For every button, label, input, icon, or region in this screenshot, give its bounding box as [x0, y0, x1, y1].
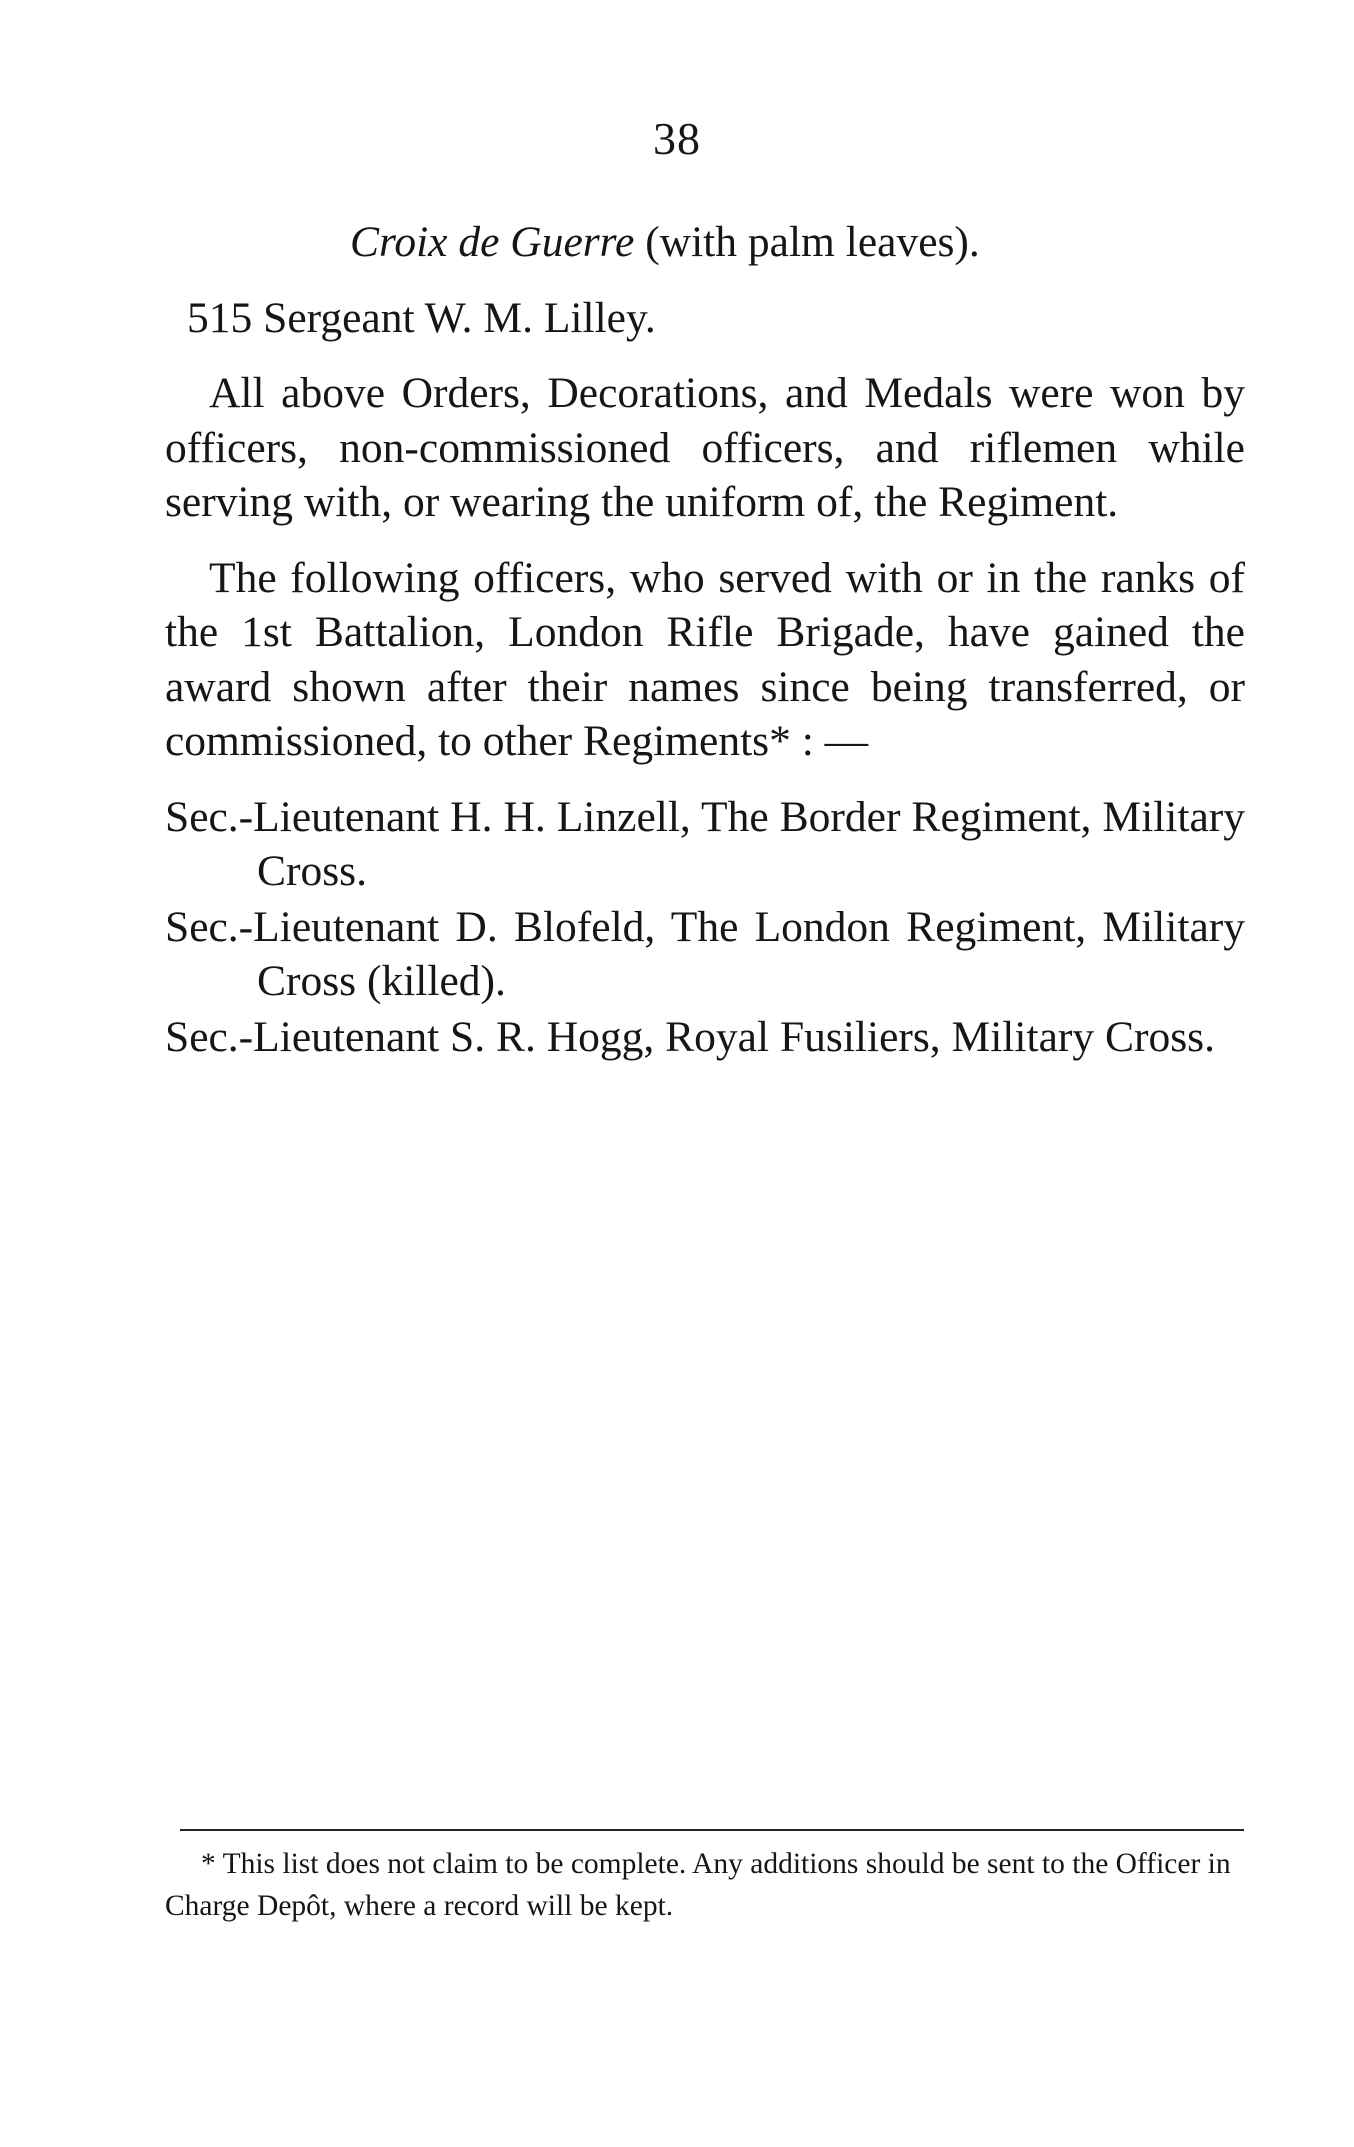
footnote	[165, 1843, 1265, 1927]
award-recipient: 515 Sergeant W. M. Lilley.	[187, 293, 656, 342]
award-name: Croix de Guerre	[350, 218, 635, 266]
footnote-divider	[180, 1829, 1244, 1831]
page-number: 38	[653, 113, 701, 164]
paragraph-orders-decorations: All above Orders, Decorations, and Medals were won by officers, non-commissioned officers, and riflemen while serving with, or wearing the uniform of, the Regiment.	[165, 369, 1245, 526]
page-body	[165, 215, 1245, 1065]
paragraph-transferred-officers: The following officers, who served with or in the ranks of the 1st Battalion, London Rifle Brigade, have gained the award shown after their names since being transferred, or commissioned, to other Regiments* : —	[165, 553, 1245, 765]
officer-entry-linzell: Sec.-Lieutenant H. H. Linzell, The Border Regiment, Military Cross.	[165, 792, 1245, 895]
officer-entry-hogg: Sec.-Lieutenant S. R. Hogg, Royal Fusiliers, Military Cross.	[165, 1012, 1215, 1061]
award-qualifier: (with palm leaves).	[634, 218, 980, 266]
officer-award-list	[165, 790, 1245, 1065]
officer-entry-blofeld: Sec.-Lieutenant D. Blofeld, The London Regiment, Military Cross (killed).	[165, 902, 1245, 1005]
footnote-text: * This list does not claim to be complete. Any additions should be sent to the Officer in Charge Depôt, where a record will be kept.	[165, 1848, 1231, 1922]
award-heading	[165, 215, 1245, 270]
